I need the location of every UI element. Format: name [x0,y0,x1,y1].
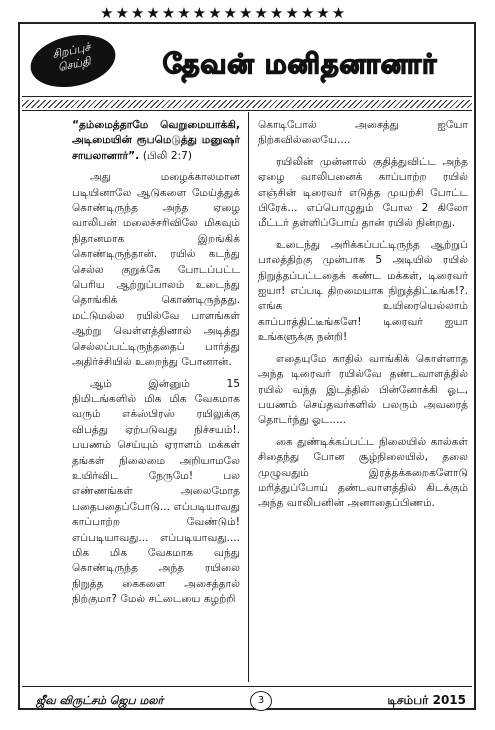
quote-reference: (பிலி 2:7) [142,149,192,162]
article-title: தேவன் மனிதனானார் [162,49,438,80]
title-rule [22,96,472,97]
footer [22,694,472,710]
column-divider [248,112,249,682]
paragraph: அது மழைக்காலமான படியினாலே ஆடுகளை மேய்த்துக் கொண்டிருந்த அந்த ஏழை வாலிபன் மலைச்சரிவிலே மிகவும் நிதானமாக இறங்கிக் கொண்டிருந்தான். ரயில் கடந்து செல்ல குறுக்கே போடப்பட்ட பெரிய ஆற்றுப்பாலம் உடைந்து தொங்கிக் கொண்டிருந்தது. மட்டுமல்ல ரயில்வே பாளங்கள் ஆற்று வெள்ளத்தினால் அடித்து செல்லப்பட்டிருந்ததைப் பார்த்து அதிர்ச்சியில் உறைந்து போனான். [72,171,240,369]
paragraph: ரயிலின் முன்னால் குதித்துவிட்ட அந்த ஏழை வாலிபனைக் காப்பாற்ற ரயில் எஞ்சின் டிரைவர் எடுத்த முயற்சி போட்ட பிரேக்... எப்பொழுதும் போல 2 கிலோ மீட்டர் தள்ளிப்போய் தான் ரயில் நின்றது. [258,155,468,230]
paragraph: கை துண்டிக்கப்பட்ட நிலையில் கால்கள் சிதைந்து போன சூழ்நிலையில், தலை முழுவதும் இரத்தக்கறைகளோடு மரித்துப்போய் தண்டவாளத்தில் கிடக்கும் அந்த வாலிபனின் அனாதைப்பிணம். [258,435,468,510]
star-border-icon: ★★★★★★★★★★★★★★★★ [100,4,348,22]
hatched-divider [22,100,472,108]
footer-rule [22,686,472,687]
magazine-name: ஜீவ விருட்சம் ஜெப மலர் [36,694,164,707]
paragraph: கொடிபோல் அசைத்து ஐயோ நிற்கவில்லையே.... [258,119,468,147]
right-column [258,118,468,518]
quote-text: “தம்மைத்தாமே வெறுமையாக்கி, அடிமையின் ரூபமெடுத்து மனுஷர் சாயலானார்”. [72,119,240,162]
bible-quote [72,118,240,164]
paragraph: எதையுமே காதில் வாங்கிக் கொள்ளாத அந்த டிரைவர் ரயில்வே தண்டவாளத்தில் ரயில் வந்த இடத்தில் பின்னோக்கி ஓட, பயணம் செய்தவர்களில் பலரும் அவரைத் தொடர்ந்து ஓட..... [258,352,468,427]
paragraph: உடைந்து அரிக்கப்பட்டிருந்த ஆற்றுப் பாலத்திற்கு முன்பாக 5 அடியில் ரயில் நிறுத்தப்பட்டதைக் கண்ட மக்கள், டிரைவர் ஐயா! எப்படி திறமையாக நிறுத்திட்டீங்க!?. எங்க உயிரையெல்லாம் காப்பாத்திட்டீங்களே! டிரைவர் ஐயா உங்களுக்கு நன்றி! [258,238,468,344]
body-top-rule [22,110,472,111]
issue-date: டிசம்பர் 2015 [387,693,466,707]
paragraph: ஆம் இன்னும் 15 நிமிடங்களில் மிக மிக வேகமாக வரும் எக்ஸ்பிரஸ் ரயிலுக்கு விபத்து ஏற்படுவது நிச்சயம்!. பயணம் செய்யும் ஏராளம் மக்கள் தங்கள் நிலைமை அறியாமலே உயிர்விட நேருமே! பல எண்ணங்கள் அலைமோத பதைபதைப்போடு... எப்படியாவது காப்பாற்ற வேண்டும்! எப்படியாவது... எப்படியாவது.... மிக மிக வேகமாக வந்து கொண்டிருந்த அந்த ரயிலை நிறுத்த கைகளை அசைத்தால் நிற்குமா? மேல் சட்டையை கழற்றி [72,377,240,606]
page-number: 3 [250,691,272,711]
section-badge-label: சிறப்புச் செய்தி [51,40,92,75]
left-column [72,118,240,614]
